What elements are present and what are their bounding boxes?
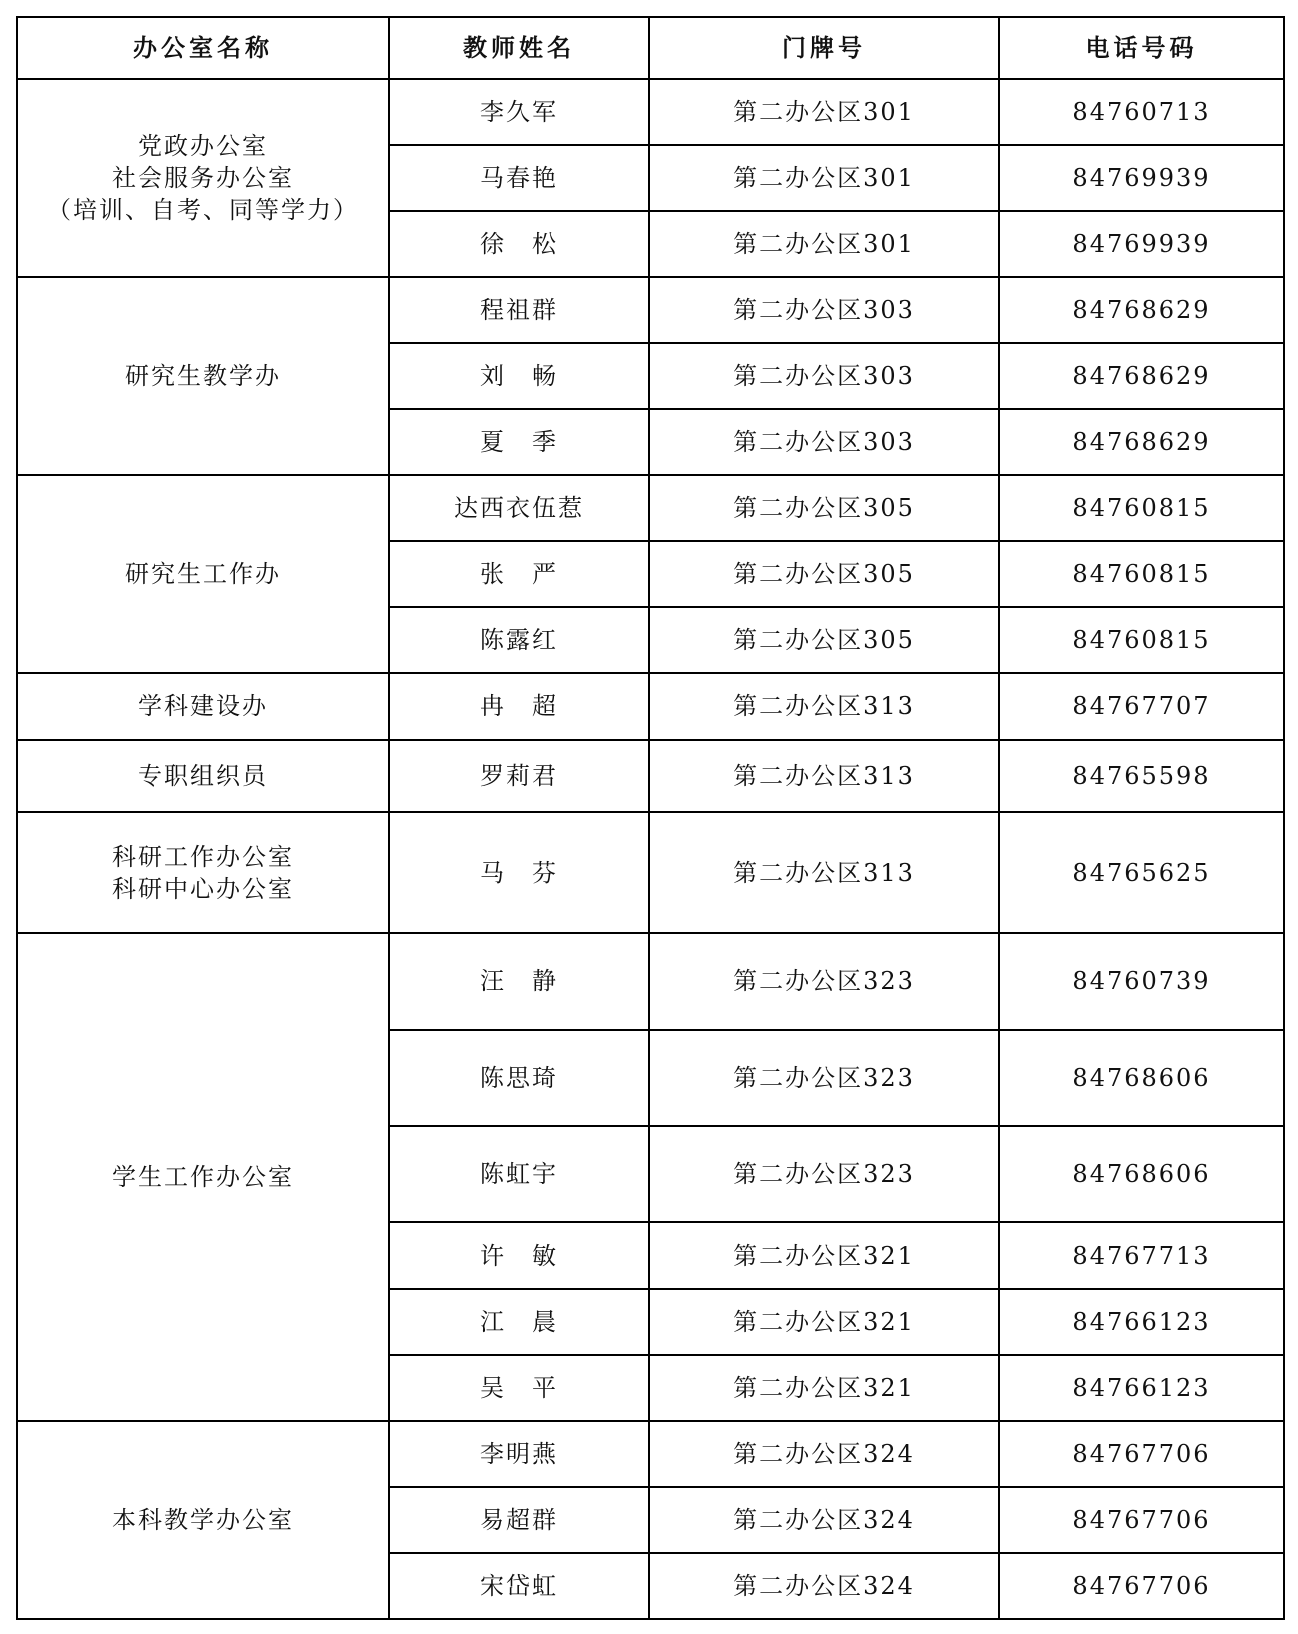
- office-name-line: 社会服务办公室: [112, 163, 294, 192]
- teacher-name: 张 严: [389, 541, 649, 607]
- teacher-name: 夏 季: [389, 409, 649, 475]
- room-number: 第二办公区324: [649, 1553, 999, 1619]
- phone-number: 84768629: [999, 343, 1284, 409]
- teacher-name: 冉 超: [389, 673, 649, 740]
- teacher-name: 李久军: [389, 79, 649, 145]
- room-number: 第二办公区313: [649, 812, 999, 933]
- room-number: 第二办公区305: [649, 475, 999, 541]
- teacher-name: 程祖群: [389, 277, 649, 343]
- room-number: 第二办公区305: [649, 607, 999, 673]
- office-cell: [17, 1421, 389, 1619]
- phone-number: 84767707: [999, 673, 1284, 740]
- table-row: [17, 812, 1284, 933]
- teacher-name: 陈思琦: [389, 1030, 649, 1126]
- room-number: 第二办公区301: [649, 145, 999, 211]
- phone-number: 84760815: [999, 475, 1284, 541]
- phone-number: 84768629: [999, 277, 1284, 343]
- office-name-line: 专职组织员: [138, 761, 268, 790]
- phone-number: 84767713: [999, 1222, 1284, 1289]
- phone-number: 84760713: [999, 79, 1284, 145]
- header-row: [17, 17, 1284, 79]
- office-name-line: 研究生教学办: [125, 361, 281, 390]
- header-teacher-name: 教师姓名: [389, 17, 649, 79]
- table-row: [17, 933, 1284, 1029]
- office-name-line: 学科建设办: [138, 692, 268, 721]
- phone-number: 84765625: [999, 812, 1284, 933]
- teacher-name: 江 晨: [389, 1289, 649, 1355]
- room-number: 第二办公区324: [649, 1421, 999, 1487]
- room-number: 第二办公区301: [649, 211, 999, 277]
- office-name-line: 科研中心办公室: [112, 874, 294, 903]
- teacher-name: 马 芬: [389, 812, 649, 933]
- room-number: 第二办公区324: [649, 1487, 999, 1553]
- phone-number: 84760815: [999, 541, 1284, 607]
- phone-number: 84766123: [999, 1289, 1284, 1355]
- phone-number: 84767706: [999, 1487, 1284, 1553]
- teacher-name: 陈虹宇: [389, 1126, 649, 1222]
- office-name-line: （培训、自考、同等学力）: [47, 195, 359, 224]
- room-number: 第二办公区313: [649, 740, 999, 812]
- phone-number: 84767706: [999, 1553, 1284, 1619]
- phone-number: 84760739: [999, 933, 1284, 1029]
- phone-number: 84769939: [999, 211, 1284, 277]
- table-row: [17, 673, 1284, 740]
- teacher-name: 马春艳: [389, 145, 649, 211]
- teacher-name: 许 敏: [389, 1222, 649, 1289]
- office-cell: [17, 933, 389, 1421]
- phone-number: 84768606: [999, 1126, 1284, 1222]
- room-number: 第二办公区303: [649, 343, 999, 409]
- table-row: [17, 1421, 1284, 1487]
- office-cell: [17, 812, 389, 933]
- room-number: 第二办公区323: [649, 1030, 999, 1126]
- teacher-name: 宋岱虹: [389, 1553, 649, 1619]
- office-cell: [17, 79, 389, 277]
- table-row: [17, 79, 1284, 145]
- office-cell: [17, 277, 389, 475]
- teacher-name: 刘 畅: [389, 343, 649, 409]
- header-office-name: 办公室名称: [17, 17, 389, 79]
- table-row: [17, 740, 1284, 812]
- office-name-line: 学生工作办公室: [112, 1163, 294, 1192]
- teacher-name: 徐 松: [389, 211, 649, 277]
- phone-number: 84765598: [999, 740, 1284, 812]
- office-directory-table: [16, 16, 1285, 1620]
- room-number: 第二办公区321: [649, 1289, 999, 1355]
- room-number: 第二办公区323: [649, 1126, 999, 1222]
- phone-number: 84768606: [999, 1030, 1284, 1126]
- teacher-name: 汪 静: [389, 933, 649, 1029]
- office-cell: [17, 673, 389, 740]
- room-number: 第二办公区303: [649, 409, 999, 475]
- header-phone-number: 电话号码: [999, 17, 1284, 79]
- teacher-name: 吴 平: [389, 1355, 649, 1421]
- room-number: 第二办公区313: [649, 673, 999, 740]
- table-row: [17, 475, 1284, 541]
- phone-number: 84768629: [999, 409, 1284, 475]
- office-cell: [17, 740, 389, 812]
- room-number: 第二办公区321: [649, 1222, 999, 1289]
- office-name-line: 党政办公室: [138, 131, 268, 160]
- room-number: 第二办公区323: [649, 933, 999, 1029]
- office-name-line: 科研工作办公室: [112, 842, 294, 871]
- phone-number: 84760815: [999, 607, 1284, 673]
- teacher-name: 易超群: [389, 1487, 649, 1553]
- teacher-name: 李明燕: [389, 1421, 649, 1487]
- teacher-name: 罗莉君: [389, 740, 649, 812]
- table-row: [17, 277, 1284, 343]
- phone-number: 84766123: [999, 1355, 1284, 1421]
- office-name-line: 研究生工作办: [125, 559, 281, 588]
- office-name-line: 本科教学办公室: [112, 1506, 294, 1535]
- teacher-name: 陈露红: [389, 607, 649, 673]
- header-room-number: 门牌号: [649, 17, 999, 79]
- teacher-name: 达西衣伍惹: [389, 475, 649, 541]
- room-number: 第二办公区301: [649, 79, 999, 145]
- room-number: 第二办公区321: [649, 1355, 999, 1421]
- phone-number: 84767706: [999, 1421, 1284, 1487]
- room-number: 第二办公区305: [649, 541, 999, 607]
- phone-number: 84769939: [999, 145, 1284, 211]
- room-number: 第二办公区303: [649, 277, 999, 343]
- office-cell: [17, 475, 389, 673]
